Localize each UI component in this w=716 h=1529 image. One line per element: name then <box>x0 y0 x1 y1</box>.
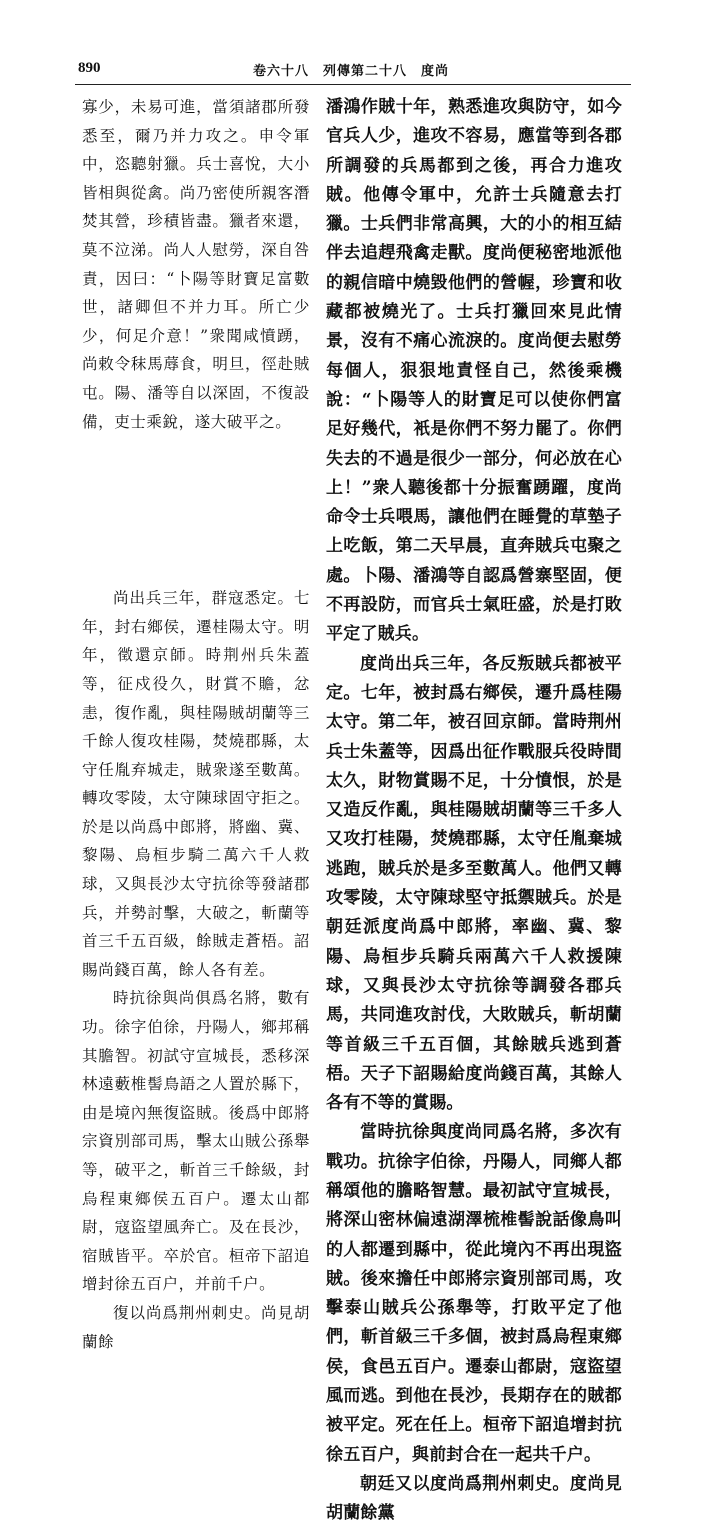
page-number: 890 <box>78 60 101 76</box>
translation-paragraph: 當時抗徐與度尚同爲名將，多次有戰功。抗徐字伯徐，丹陽人，同鄉人都稱頌他的膽略智慧。最初試守宣城長，將深山密林偏遠湖澤梳椎髻說話像鳥叫的人都遷到縣中，從此境內不再出現盜賊。後來擔任中郎將宗資別部司馬，攻擊泰山賊兵公孫舉等，打敗平定了他們，斬首級三千多個，被封爲烏程東鄉侯，食邑五百户。遷泰山都尉，寇盜望風而逃。到他在長沙，長期存在的賊都被平定。死在任上。桓帝下詔追增封抗徐五百户，與前封合在一起共千户。 <box>326 1122 622 1465</box>
translation-paragraph: 朝廷又以度尚爲荆州刺史。度尚見胡蘭餘黨 <box>326 1473 622 1524</box>
classical-text-column <box>82 93 310 1356</box>
translation-paragraph: 度尚出兵三年，各反叛賊兵都被平定。七年，被封爲右鄉侯，遷升爲桂陽太守。第二年，被召回京師。當時荆州兵士朱蓋等，因爲出征作戰服兵役時間太久，財物賞賜不足，十分憤恨，於是又造反作亂，與桂陽賊胡蘭等三千多人又攻打桂陽，焚燒郡縣，太守任胤棄城逃跑，賊兵於是多至數萬人。他們又轉攻零陵，太守陳球堅守抵禦賊兵。於是朝廷派度尚爲中郎將，率幽、冀、黎陽、烏桓步兵騎兵兩萬六千人救援陳球，又與長沙太守抗徐等調發各郡兵馬，共同進攻討伐，大敗賊兵，斬胡蘭等首級三千五百個，其餘賊兵逃到蒼梧。天子下詔賜給度尚錢百萬，其餘人各有不等的賞賜。 <box>326 653 622 1114</box>
classical-paragraph: 時抗徐與尚俱爲名將，數有功。徐字伯徐，丹陽人，鄉邦稱其膽智。初試守宣城長，悉移深林遠藪椎髻鳥語之人置於縣下，由是境內無復盜賊。後爲中郎將宗資別部司馬，擊太山賊公孫舉等，破平之，斬首三千餘級，封烏程東鄉侯五百户。遷太山都尉，寇盜望風奔亡。及在長沙，宿賊皆平。卒於官。桓帝下詔追增封徐五百户，并前千户。 <box>82 989 310 1294</box>
paragraph-gap <box>82 436 310 584</box>
classical-paragraph: 寡少，未易可進，當須諸郡所發悉至，爾乃并力攻之。申令軍中，恣聽射獵。兵士喜悅，大小皆相與從禽。尚乃密使所親客潛焚其營，珍積皆盡。獵者來還，莫不泣涕。尚人人慰勞，深自咎責，因曰：“卜陽等財寶足富數世，諸卿但不并力耳。所亡少少，何足介意！”衆聞咸憤踴，尚敕令秣馬蓐食，明旦，徑赴賊屯。陽、潘等自以深固，不復設備，吏士乘銳，遂大破平之。 <box>82 98 310 431</box>
translation-paragraph: 潘鴻作賊十年，熟悉進攻與防守，如今官兵人少，進攻不容易，應當等到各郡所調發的兵馬都到之後，再合力進攻賊。他傳令軍中，允許士兵隨意去打獵。士兵們非常高興，大的小的相互結伴去追趕飛禽走獸。度尚便秘密地派他的親信暗中燒毀他們的營幄，珍寶和收藏都被燒光了。士兵打獵回來見此情景，沒有不痛心流淚的。度尚便去慰勞每個人，狠狠地責怪自己，然後乘機說：“卜陽等人的財寶足可以使你們富足好幾代，衹是你們不努力罷了。你們失去的不過是很少一部分，何必放在心上！”衆人聽後都十分振奮踴躍，度尚命令士兵喂馬，讓他們在睡覺的草墊子上吃飯，第二天早晨，直奔賊兵屯聚之處。卜陽、潘鴻等自認爲營寨堅固，便不再設防，而官兵士氣旺盛，於是打敗平定了賊兵。 <box>326 97 622 645</box>
classical-paragraph: 尚出兵三年，群寇悉定。七年，封右鄉侯，遷桂陽太守。明年，徵還京師。時荆州兵朱蓋等，征戍役久，財賞不贍，忿恚，復作亂，與桂陽賊胡蘭等三千餘人復攻桂陽，焚燒郡縣，太守任胤弃城走，賊衆遂至數萬。轉攻零陵，太守陳球固守拒之。於是以尚爲中郎將，將幽、冀、黎陽、烏桓步騎二萬六千人救球，又與長沙太守抗徐等發諸郡兵，并勢討擊，大破之，斬蘭等首三千五百級，餘賊走蒼梧。詔賜尚錢百萬，餘人各有差。 <box>82 589 310 979</box>
modern-translation-column <box>326 93 622 1529</box>
running-header: 卷六十八 列傳第二十八 度尚 <box>253 64 450 79</box>
header-rule <box>75 84 631 85</box>
classical-paragraph: 復以尚爲荆州刺史。尚見胡蘭餘 <box>82 1303 310 1351</box>
